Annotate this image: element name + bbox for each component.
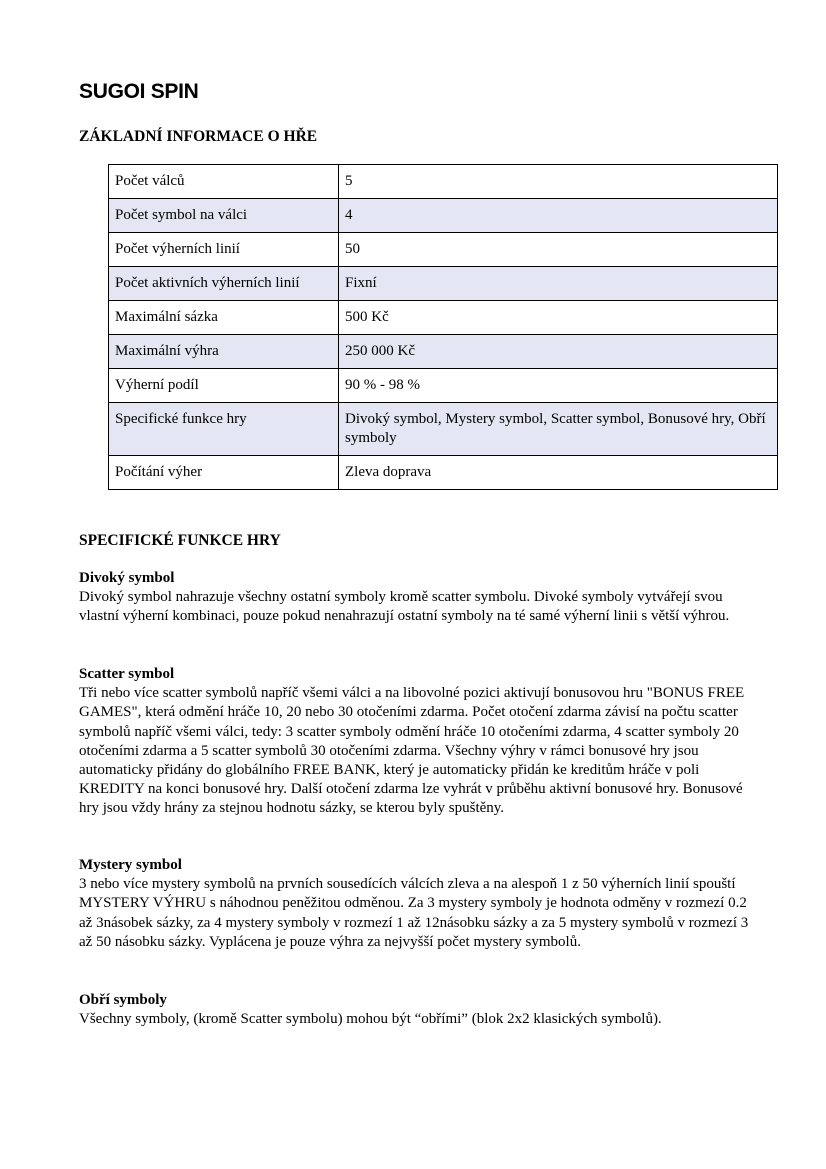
table-row [109, 369, 778, 403]
table-row [109, 165, 778, 199]
row-key: Počet válců [109, 165, 339, 199]
row-key: Počet výherních linií [109, 233, 339, 267]
row-value: Fixní [339, 267, 778, 301]
row-key: Počet aktivních výherních linií [109, 267, 339, 301]
table-row [109, 301, 778, 335]
feature-text: Divoký symbol nahrazuje všechny ostatní symboly kromě scatter symbolu. Divoké symboly vytvářejí svou vlastní výherní kombinaci, pouze pokud nenahrazují ostatní symboly na té samé výherní linii s větší výhrou. [79, 589, 730, 625]
feature-heading: Divoký symbol [79, 570, 175, 586]
basic-info-table [108, 164, 778, 490]
row-value: 50 [339, 233, 778, 267]
feature-section-wild [79, 569, 759, 627]
table-row [109, 267, 778, 301]
table-row [109, 199, 778, 233]
row-key: Počítání výher [109, 456, 339, 490]
row-key: Maximální výhra [109, 335, 339, 369]
row-value: Zleva doprava [339, 456, 778, 490]
document-title: SUGOI SPIN [79, 80, 199, 103]
feature-section-mystery [79, 856, 759, 952]
row-key: Počet symbol na válci [109, 199, 339, 233]
row-value: Divoký symbol, Mystery symbol, Scatter symbol, Bonusové hry, Obří symboly [339, 403, 778, 456]
feature-text: 3 nebo více mystery symbolů na prvních sousedících válcích zleva a na alespoň 1 z 50 výherních linií spouští MYSTERY VÝHRU s náhodnou peněžitou odměnou. Za 3 mystery symboly je hodnota odměny v rozmezí 0.2 až 3násobek sázky, za 4 mystery symboly v rozmezí 1 až 12násobku sázky a za 5 mystery symbolů v rozmezí 3 až 50 násobku sázky. Vyplácena je pouze výhra za nejvyšší počet mystery symbolů. [79, 876, 749, 950]
row-key: Specifické funkce hry [109, 403, 339, 456]
row-value: 90 % - 98 % [339, 369, 778, 403]
feature-text: Všechny symboly, (kromě Scatter symbolu) mohou být “obřími” (blok 2x2 klasických symbolů). [79, 1011, 662, 1028]
row-value: 250 000 Kč [339, 335, 778, 369]
feature-section-giant [79, 991, 759, 1029]
feature-heading: Mystery symbol [79, 857, 182, 873]
table-row [109, 335, 778, 369]
features-heading: SPECIFICKÉ FUNKCE HRY [79, 532, 281, 549]
table-row [109, 233, 778, 267]
row-value: 500 Kč [339, 301, 778, 335]
row-value: 5 [339, 165, 778, 199]
table-row [109, 403, 778, 456]
row-value: 4 [339, 199, 778, 233]
basic-info-heading: ZÁKLADNÍ INFORMACE O HŘE [79, 128, 318, 145]
feature-heading: Scatter symbol [79, 666, 175, 682]
feature-text: Tři nebo více scatter symbolů napříč všemi válci a na libovolné pozici aktivují bonusovou hru "BONUS FREE GAMES", která odmění hráče 10, 20 nebo 30 otočeními zdarma. Počet otočení zdarma závisí na počtu scatter symbolů napříč všemi válci, tedy: 3 scatter symboly odmění hráče 10 otočeními zdarma, 4 scatter symboly 20 otočeními zdarma a 5 scatter symbolů 30 otočeními zdarma. Všechny výhry v rámci bonusové hry jsou automaticky přidány do globálního FREE BANK, který je automaticky přidán ke kreditům hráče v poli KREDITY na konci bonusové hry. Další otočení zdarma lze vyhrát v průběhu aktivní bonusové hry. Bonusové hry jsou vždy hrány za stejnou hodnotu sázky, se kterou byly spuštěny. [79, 685, 745, 817]
feature-heading: Obří symboly [79, 992, 167, 1008]
row-key: Výherní podíl [109, 369, 339, 403]
table-row [109, 456, 778, 490]
row-key: Maximální sázka [109, 301, 339, 335]
feature-section-scatter [79, 665, 759, 819]
